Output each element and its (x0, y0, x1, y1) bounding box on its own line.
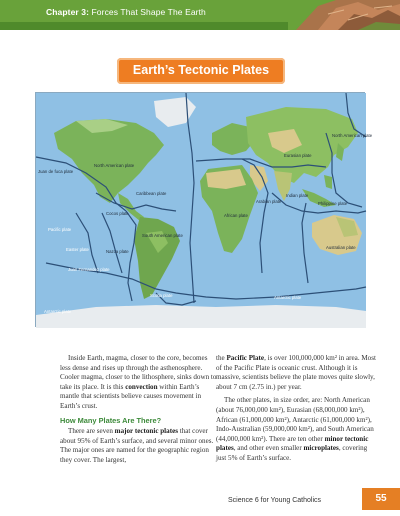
map-label-pacific-plate: Pacific plate (48, 227, 72, 232)
map-label-philippine-plate: Philippine plate (318, 201, 348, 206)
chapter-header (0, 0, 400, 30)
page-number: 55 (375, 493, 387, 504)
map-label-juan-fernandez-plate: Juan Fernandez plate (68, 267, 110, 272)
section-title-banner (117, 58, 285, 84)
map-label-antarctic-plate-east: Antarctic plate (274, 295, 302, 300)
text-span: Inside Earth, magma, closer to the core, becomes less dense and rises up through the asthenosphere. Cooler magma, closer to the lithosphere, sinks down to take its place. It is this (60, 354, 217, 391)
chapter-name: Forces That Shape The Earth (91, 7, 206, 17)
text-span: There are seven (68, 427, 115, 436)
body-column-right (216, 354, 379, 468)
text-span: within Earth’s mantle that scientists believe causes movement in Earth’s crust. (60, 382, 202, 410)
map-label-cocos-plate: Cocos plate (106, 211, 129, 216)
text-span: The other plates, in size order, are: North American (about 76,000,000 km²), Eurasian (68,000,000 km²), African (61,000,000 km²), Antarctic (61,000,000 km²), Indo-Australian (59,000,000 km²), and South American (44,000,000 km²). There are ten other (216, 396, 374, 443)
map-label-eurasian-plate: Eurasian plate (284, 153, 312, 158)
text-span: , and other even smaller (233, 444, 304, 453)
map-label-caribbean-plate: Caribbean plate (136, 191, 167, 196)
world-map-graphic (36, 93, 366, 328)
chapter-title (46, 7, 206, 17)
text-span: , is over 100,000,000 km² in area. Most of the Pacific Plate is oceanic crust. Although it is massive, scientists believe the plate moves quite slowly, about 7 cm (2.75 in.) per year. (216, 354, 376, 391)
map-label-scotia-plate: Scotia plate (150, 293, 173, 298)
map-label-south-american-plate: South American plate (142, 233, 183, 238)
paragraph-pacific-plate (216, 354, 379, 392)
term-major-tectonic-plates: major tectonic plates (114, 427, 178, 436)
chapter-label: Chapter 3: (46, 7, 90, 17)
section-title: Earth’s Tectonic Plates (132, 63, 270, 77)
tectonic-plates-map (35, 92, 373, 327)
map-label-north-american-plate-east: North American plate (332, 133, 373, 138)
paragraph-convection (60, 354, 218, 412)
map-label-arabian-plate: Arabian plate (256, 199, 282, 204)
map-label-juan-de-fuca-plate: Juan de fuca plate (38, 169, 74, 174)
map-label-easter-plate: Easter plate (66, 247, 89, 252)
book-title: Science 6 for Young Catholics (228, 497, 322, 504)
map-label-north-american-plate: North American plate (94, 163, 135, 168)
text-span: the (216, 354, 227, 362)
page-number-box (362, 488, 400, 510)
term-microplates: microplates (303, 444, 339, 453)
map-label-nazca-plate: Nazca plate (106, 249, 129, 254)
rock-formation-photo (288, 0, 400, 30)
map-label-antarctic-plate-west: Antarctic plate (44, 309, 72, 314)
subheading-how-many-plates: How Many Plates Are There? (60, 415, 162, 425)
term-convection: convection (125, 382, 158, 391)
term-minor-tectonic-plates: minor tectonic plates (216, 434, 369, 453)
text-span: , covering just 5% of Earth’s surface. (216, 444, 368, 462)
paragraph-other-plates (216, 396, 379, 463)
map-label-australian-plate: Australian plate (326, 245, 356, 250)
paragraph-major-plates (60, 427, 218, 465)
map-label-indian-plate: Indian plate (286, 193, 309, 198)
body-column-left (60, 354, 218, 470)
map-label-african-plate: African plate (224, 213, 248, 218)
term-pacific-plate: Pacific Plate (226, 354, 265, 362)
text-span: that cover about 95% of Earth’s surface, and several minor ones. The major ones are named for the geographic region they cover. The largest, (60, 427, 214, 464)
